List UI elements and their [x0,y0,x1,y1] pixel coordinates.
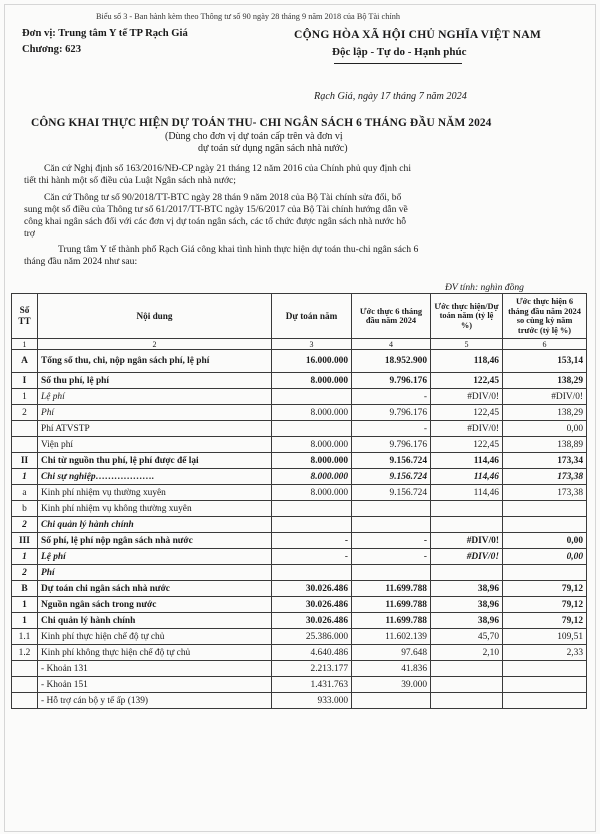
cell-stt [12,677,38,693]
cell-estimate: 25.386.000 [272,629,352,645]
cell-content: Chi sự nghiệp………………. [38,469,272,485]
cell-estimate: 8.000.000 [272,437,352,453]
cell-compare: 79,12 [503,597,587,613]
cell-ratio: #DIV/0! [431,533,503,549]
cell-ratio [431,693,503,709]
header-ratio: Ước thực hiện/Dự toán năm (tỷ lệ %) [431,294,503,339]
cell-compare: 79,12 [503,613,587,629]
cell-content: Kinh phí thực hiện chế độ tự chủ [38,629,272,645]
cell-compare: 0,00 [503,421,587,437]
document-subtitle-line-2: dự toán sử dụng ngân sách nhà nước) [198,143,348,154]
table-row [12,565,587,581]
cell-estimate [272,389,352,405]
national-motto: Độc lập - Tự do - Hạnh phúc [332,46,467,58]
cell-estimate: 4.640.486 [272,645,352,661]
cell-ratio: 38,96 [431,597,503,613]
cell-content: Lệ phí [38,389,272,405]
cell-estimate: 30.026.486 [272,613,352,629]
cell-compare: #DIV/0! [503,389,587,405]
cell-content: Kinh phí không thực hiện chế độ tự chủ [38,645,272,661]
header-compare: Ước thực hiện 6 tháng đầu năm 2024 so cùng kỳ năm trước (tỷ lệ %) [503,294,587,339]
cell-compare: 109,51 [503,629,587,645]
cell-content: Phí [38,405,272,421]
table-row [12,597,587,613]
national-title: CỘNG HÒA XÃ HỘI CHỦ NGHĨA VIỆT NAM [294,28,541,41]
cell-est6 [352,693,431,709]
cell-compare: 79,12 [503,581,587,597]
cell-estimate: 30.026.486 [272,597,352,613]
cell-est6: - [352,533,431,549]
table-row [12,469,587,485]
cell-compare: 0,00 [503,533,587,549]
cell-compare: 173,34 [503,453,587,469]
cell-stt [12,437,38,453]
cell-ratio: 114,46 [431,453,503,469]
cell-stt: 2 [12,565,38,581]
table-row [12,485,587,501]
cell-compare: 173,38 [503,485,587,501]
cell-compare [503,501,587,517]
cell-compare: 2,33 [503,645,587,661]
cell-est6 [352,517,431,533]
cell-stt: 1 [12,597,38,613]
paragraph-decree-cont: tiết thi hành một số điều của Luật Ngân sách nhà nước; [24,175,236,186]
table-index-row [12,339,587,350]
cell-ratio: 122,45 [431,437,503,453]
cell-estimate: 8.000.000 [272,405,352,421]
cell-est6: 9.156.724 [352,453,431,469]
cell-estimate: 1.431.763 [272,677,352,693]
paragraph-circular-cont-1: sung một số điều của Thông tư số 61/2017/TT-BTC ngày 15/6/2017 của Bộ Tài chính hướng dẫn về [24,204,408,215]
paragraph-circular: Căn cứ Thông tư số 90/2018/TT-BTC ngày 28 thán 9 năm 2018 của Bộ Tài chính sửa đổi, bổ [44,192,402,203]
cell-ratio: 122,45 [431,373,503,389]
cell-estimate: 8.000.000 [272,373,352,389]
cell-est6: - [352,421,431,437]
cell-content: Phí [38,565,272,581]
table-row [12,613,587,629]
table-row [12,501,587,517]
cell-content: Viện phí [38,437,272,453]
cell-estimate: 8.000.000 [272,469,352,485]
cell-content: - Khoản 151 [38,677,272,693]
table-row [12,405,587,421]
cell-ratio: 45,70 [431,629,503,645]
cell-ratio [431,501,503,517]
cell-compare [503,677,587,693]
document-subtitle-line-1: (Dùng cho đơn vị dự toán cấp trên và đơn vị [165,131,343,142]
table-row [12,517,587,533]
index-cell: 5 [431,339,503,350]
cell-stt: 1.1 [12,629,38,645]
cell-content: - Hỗ trợ cán bộ y tế ấp (139) [38,693,272,709]
table-row [12,389,587,405]
cell-compare: 138,29 [503,373,587,389]
index-cell: 4 [352,339,431,350]
header-est6: Ước thực 6 tháng đầu năm 2024 [352,294,431,339]
cell-ratio: 38,96 [431,581,503,597]
cell-stt: 1.2 [12,645,38,661]
header-content: Nội dung [38,294,272,339]
cell-est6 [352,565,431,581]
cell-est6: 11.699.788 [352,597,431,613]
cell-content: Kinh phí nhiệm vụ thường xuyên [38,485,272,501]
cell-ratio [431,517,503,533]
unit-note: ĐV tính: nghìn đồng [445,282,524,293]
cell-est6: 9.156.724 [352,485,431,501]
table-row [12,645,587,661]
paragraph-circular-cont-2: công khai ngân sách đối với các đơn vị dự toán ngân sách, các tổ chức được ngân sách nhà nước hỗ [24,216,407,227]
cell-estimate: 933.000 [272,693,352,709]
table-row [12,677,587,693]
motto-underline [334,63,462,64]
cell-compare [503,661,587,677]
cell-estimate: - [272,533,352,549]
index-cell: 6 [503,339,587,350]
table-row [12,421,587,437]
cell-content: Chi quản lý hành chính [38,517,272,533]
table-row [12,581,587,597]
cell-compare: 0,00 [503,549,587,565]
cell-ratio: #DIV/0! [431,549,503,565]
header-stt: Số TT [12,294,38,339]
budget-table [11,293,587,709]
cell-stt: a [12,485,38,501]
document-date: Rạch Giá, ngày 17 tháng 7 năm 2024 [314,91,467,102]
cell-content: Dự toán chi ngân sách nhà nước [38,581,272,597]
table-header-row [12,294,587,339]
cell-compare [503,517,587,533]
cell-ratio: 114,46 [431,469,503,485]
cell-estimate: 2.213.177 [272,661,352,677]
cell-estimate: 30.026.486 [272,581,352,597]
cell-estimate [272,501,352,517]
cell-stt: II [12,453,38,469]
cell-est6: 97.648 [352,645,431,661]
cell-content: Nguồn ngân sách trong nước [38,597,272,613]
cell-stt: III [12,533,38,549]
cell-stt [12,421,38,437]
cell-estimate: 8.000.000 [272,485,352,501]
chapter-code: Chương: 623 [22,44,82,55]
cell-compare [503,565,587,581]
cell-content: Kinh phí nhiệm vụ không thường xuyên [38,501,272,517]
table-row [12,373,587,389]
cell-content: Chi quản lý hành chính [38,613,272,629]
table-row [12,453,587,469]
cell-stt: B [12,581,38,597]
cell-stt: I [12,373,38,389]
cell-ratio: 114,46 [431,485,503,501]
cell-estimate: 16.000.000 [272,350,352,373]
cell-ratio: 2,10 [431,645,503,661]
cell-content: Phí ATVSTP [38,421,272,437]
cell-est6: 9.796.176 [352,373,431,389]
table-body [12,350,587,709]
header-note: Biểu số 3 - Ban hành kèm theo Thông tư số 90 ngày 28 tháng 9 năm 2018 của Bộ Tài chính [96,12,400,21]
cell-est6: 9.796.176 [352,405,431,421]
document-title: CÔNG KHAI THỰC HIỆN DỰ TOÁN THU- CHI NGÂN SÁCH 6 THÁNG ĐẦU NĂM 2024 [31,117,492,129]
cell-stt: 1 [12,469,38,485]
cell-ratio [431,677,503,693]
table-row [12,350,587,373]
cell-ratio: 122,45 [431,405,503,421]
cell-est6: 11.699.788 [352,581,431,597]
paragraph-announcement-cont: tháng đầu năm 2024 như sau: [24,256,138,267]
cell-content: Chi từ nguồn thu phí, lệ phí được để lại [38,453,272,469]
cell-content: Số phí, lệ phí nộp ngân sách nhà nước [38,533,272,549]
cell-estimate: - [272,549,352,565]
table-row [12,533,587,549]
table-row [12,549,587,565]
cell-ratio: 118,46 [431,350,503,373]
cell-est6: 41.836 [352,661,431,677]
cell-est6: 11.699.788 [352,613,431,629]
cell-est6: 11.602.139 [352,629,431,645]
index-cell: 1 [12,339,38,350]
cell-compare: 153,14 [503,350,587,373]
cell-est6: - [352,389,431,405]
cell-est6: 9.796.176 [352,437,431,453]
paragraph-announcement: Trung tâm Y tế thành phố Rạch Giá công khai tình hình thực hiện dự toán thu-chi ngân sách 6 [58,244,419,255]
table-row [12,661,587,677]
cell-compare: 138,29 [503,405,587,421]
cell-estimate [272,565,352,581]
cell-est6: - [352,549,431,565]
cell-stt: 2 [12,517,38,533]
cell-est6: 39.000 [352,677,431,693]
cell-compare: 173,38 [503,469,587,485]
cell-stt: 2 [12,405,38,421]
cell-content: - Khoản 131 [38,661,272,677]
index-cell: 2 [38,339,272,350]
organization-name: Đơn vị: Trung tâm Y tế TP Rạch Giá [22,28,188,39]
cell-stt: 1 [12,613,38,629]
cell-stt [12,661,38,677]
cell-est6: 18.952.900 [352,350,431,373]
cell-content: Số thu phí, lệ phí [38,373,272,389]
cell-compare: 138,89 [503,437,587,453]
cell-stt: 1 [12,389,38,405]
cell-ratio [431,661,503,677]
paragraph-decree: Căn cứ Nghị định số 163/2016/NĐ-CP ngày 21 tháng 12 năm 2016 của Chính phủ quy định chi [44,163,411,174]
table-row [12,693,587,709]
cell-estimate: 8.000.000 [272,453,352,469]
cell-content: Tổng số thu, chi, nộp ngân sách phí, lệ phí [38,350,272,373]
cell-ratio: #DIV/0! [431,389,503,405]
index-cell: 3 [272,339,352,350]
cell-stt [12,693,38,709]
table-row [12,629,587,645]
cell-stt: A [12,350,38,373]
cell-est6: 9.156.724 [352,469,431,485]
cell-ratio: #DIV/0! [431,421,503,437]
cell-estimate [272,421,352,437]
table-row [12,437,587,453]
cell-content: Lệ phí [38,549,272,565]
cell-est6 [352,501,431,517]
paragraph-circular-cont-3: trợ [24,228,35,239]
cell-compare [503,693,587,709]
cell-ratio [431,565,503,581]
cell-ratio: 38,96 [431,613,503,629]
header-estimate: Dự toán năm [272,294,352,339]
cell-stt: b [12,501,38,517]
cell-estimate [272,517,352,533]
cell-stt: 1 [12,549,38,565]
